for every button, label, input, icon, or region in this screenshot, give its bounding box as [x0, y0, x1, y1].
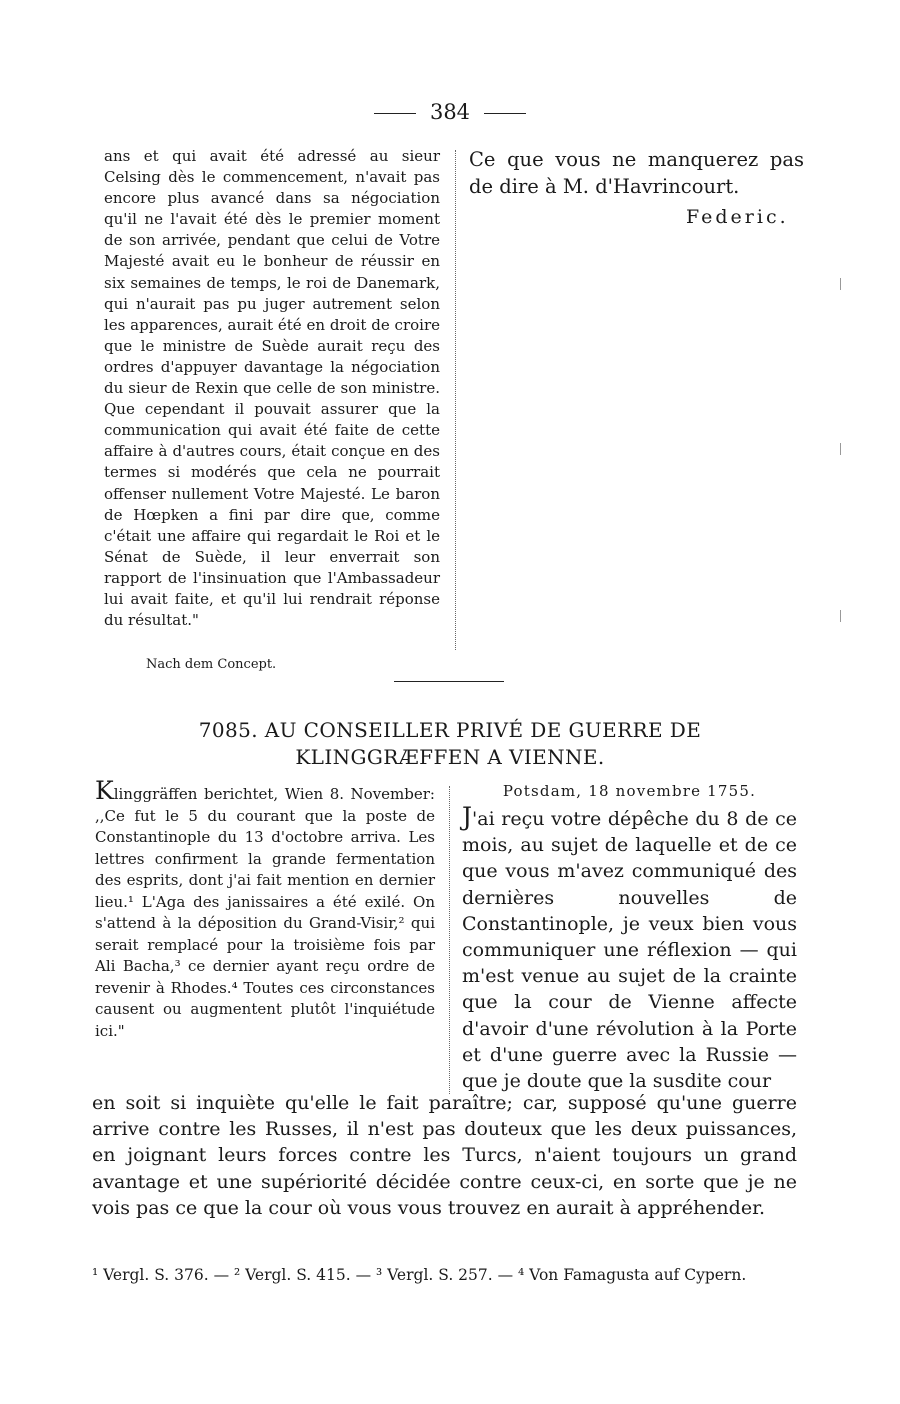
section-separator	[394, 681, 504, 682]
previous-letter-text: Ce que vous ne manquerez pas de dire à M. d'Havrincourt.	[469, 148, 804, 198]
letter-opening	[462, 804, 797, 1094]
margin-mark	[840, 278, 841, 290]
letter-column	[462, 782, 797, 1094]
column-divider-bottom	[449, 786, 450, 1094]
previous-report-text: ans et qui avait été adressé au sieur Celsing dès le commencement, n'avait pas encore plus avancé dans sa négociation qu'il ne l'avait été dès le premier moment de son arrivée, pendant que celui de Votre Majesté avait eu le bonheur de réussir en six semaines de temps, le roi de Danemark, qui n'aurait pas pu juger autrement selon les apparences, aurait été en droit de croire que le ministre de Suède aurait reçu des ordres d'appuyer davantage la négociation du sieur de Rexin que celle de son ministre. Que cependant il pouvait assurer que la communication qui avait été faite de cette affaire à d'autres cours, était conçue en des termes si modérés que cela ne pourrait offenser nullement Votre Majesté. Le baron de Hœpken a fini par dire que, comme c'était une affaire qui regardait le Roi et le Sénat de Suède, il leur enverrait son rapport de l'insinuation que l'Ambassadeur lui avait faite, et qu'il lui rendrait réponse du résultat."	[104, 147, 440, 630]
dateline: Potsdam, 18 novembre 1755.	[502, 782, 757, 800]
letter-heading: 7085. AU CONSEILLER PRIVÉ DE GUERRE DE KLINGGRÆFFEN A VIENNE.	[198, 718, 702, 769]
page-number-dash-right	[484, 113, 526, 114]
column-divider-top	[455, 150, 456, 650]
report-summary	[95, 776, 435, 1042]
margin-mark	[840, 610, 841, 622]
previous-report-continuation	[104, 146, 440, 631]
signature: Federic.	[686, 206, 789, 228]
summary-initial: K	[95, 776, 114, 805]
letter-body-continued: en soit si inquiète qu'elle le fait paraître; car, supposé qu'une guerre arrive contre les Russes, il n'est pas douteux que les deux puissances, en joignant leurs forces contre les Turcs, n'aient toujours un grand avantage et une supériorité décidée contre ceux-ci, en sorte que je ne vois pas ce que la cour où vous vous trouvez en aurait à appréhender.	[92, 1092, 797, 1219]
page-number: 384	[429, 100, 471, 124]
footnotes: ¹ Vergl. S. 376. — ² Vergl. S. 415. — ³ Vergl. S. 257. — ⁴ Von Famagusta auf Cypern.	[92, 1266, 747, 1284]
page-number-dash-left	[374, 113, 416, 114]
previous-letter-ending	[469, 146, 804, 200]
margin-mark	[840, 443, 841, 455]
letter-initial: J	[462, 802, 473, 831]
page-number-line	[0, 100, 900, 124]
summary-text: linggräffen berichtet, Wien 8. November: ,,Ce fut le 5 du courant que la poste de Constantinople du 13 d'octobre arriva. Les lettres confirment la grande fermentation des esprits, dont j'ai fait mention en dernier lieu.¹ L'Aga des janissaires a été exilé. On s'attend à la déposition du Grand-Visir,² qui serait remplacé pour la troisième fois par Ali Bacha,³ ce dernier ayant reçu ordre de revenir à Rhodes.⁴ Toutes ces circonstances causent ou augmentent plutôt l'inquiétude ici."	[95, 785, 435, 1040]
letter-opening-text: 'ai reçu votre dépêche du 8 de ce mois, au sujet de laquelle et de ce que vous m'avez communiqué des dernières nouvelles de Constantinople, je veux bien vous communiquer une réflexion — qui m'est venue au sujet de la crainte que la cour de Vienne affecte d'avoir d'une révolution à la Porte et d'une guerre avec la Russie — que je doute que la susdite cour	[462, 808, 797, 1093]
source-note: Nach dem Concept.	[146, 657, 277, 672]
